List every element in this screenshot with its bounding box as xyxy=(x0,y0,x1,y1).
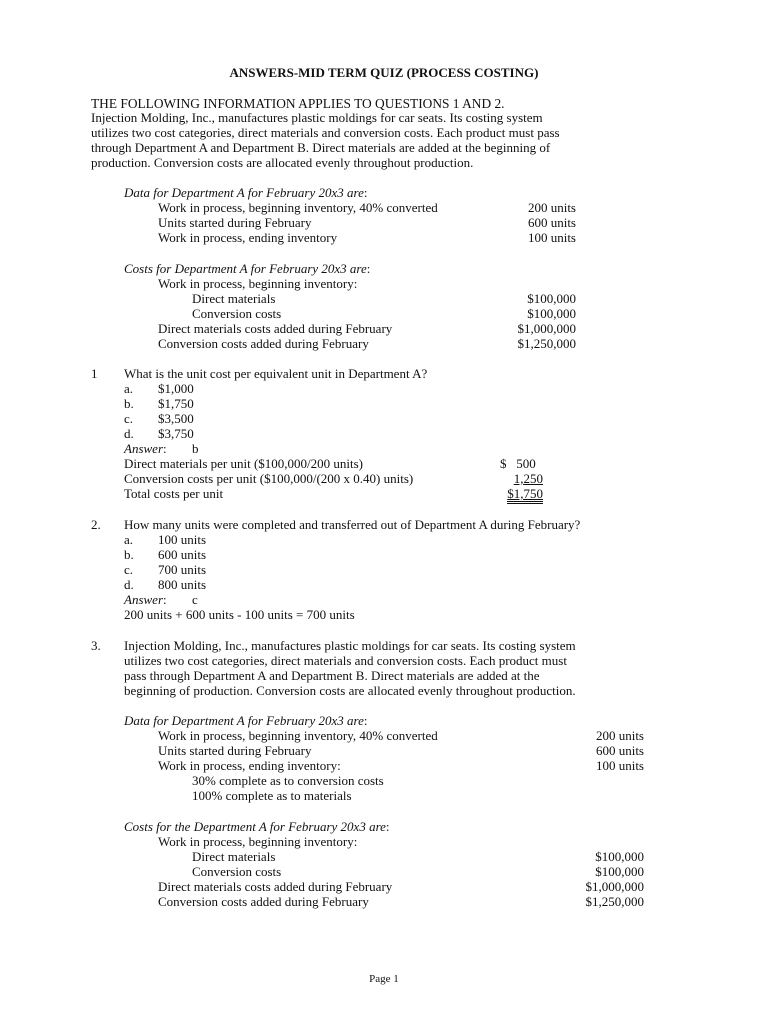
work-value: $ 500 xyxy=(500,456,536,471)
question-text: What is the unit cost per equivalent unit in Department A? xyxy=(124,366,428,381)
data-row-value: 600 units xyxy=(527,215,576,230)
intro-line: Injection Molding, Inc., manufactures plastic moldings for car seats. Its costing system xyxy=(91,110,543,125)
cost-row-label: Conversion costs xyxy=(192,306,282,321)
option-letter: a. xyxy=(124,532,134,547)
work-label: Total costs per unit xyxy=(124,486,224,501)
cost-row-value: $1,250,000 xyxy=(585,894,644,909)
q3-costs-heading: Costs for the Department A for February 20x3 are: xyxy=(124,819,390,834)
work-label: Direct materials per unit ($100,000/200 units) xyxy=(124,456,364,471)
option-letter: c. xyxy=(124,411,134,426)
data-row-value: 200 units xyxy=(595,728,644,743)
page-title: ANSWERS-MID TERM QUIZ (PROCESS COSTING) xyxy=(229,65,539,80)
work-text: 200 units + 600 units - 100 units = 700 units xyxy=(124,607,355,622)
option-text: $3,750 xyxy=(158,426,194,441)
data-row-label: Units started during February xyxy=(158,743,312,758)
option-letter: d. xyxy=(124,577,134,592)
q3-line: utilizes two cost categories, direct materials and conversion costs. Each product must xyxy=(124,653,567,668)
data-sub-line: 100% complete as to materials xyxy=(192,788,352,803)
cost-row-label: Direct materials xyxy=(192,849,276,864)
q3-line: beginning of production. Conversion costs are allocated evenly throughout production. xyxy=(124,683,576,698)
data-row-value: 100 units xyxy=(527,230,576,245)
option-text: 100 units xyxy=(158,532,207,547)
option-text: $3,500 xyxy=(158,411,194,426)
costs-wip-label: Work in process, beginning inventory: xyxy=(158,276,358,291)
cost-row-value: $100,000 xyxy=(527,291,576,306)
answer-value: c xyxy=(192,592,198,607)
cost-row-label: Conversion costs added during February xyxy=(158,336,369,351)
cost-row-label: Direct materials costs added during February xyxy=(158,321,393,336)
cost-row-value: $100,000 xyxy=(595,849,644,864)
cost-row-label: Conversion costs xyxy=(192,864,282,879)
answer-label: Answer: xyxy=(124,592,167,607)
cost-row-value: $1,000,000 xyxy=(585,879,644,894)
question-number: 2. xyxy=(91,517,101,532)
data-row-value: 200 units xyxy=(527,200,576,215)
option-text: 700 units xyxy=(158,562,207,577)
intro-data-heading: Data for Department A for February 20x3 are: xyxy=(124,185,368,200)
option-text: 600 units xyxy=(158,547,207,562)
answer-label: Answer: xyxy=(124,441,167,456)
question-number: 3. xyxy=(91,638,101,653)
question-number: 1 xyxy=(91,366,98,381)
intro-line: through Department A and Department B. Direct materials are added at the beginning of xyxy=(91,140,551,155)
option-letter: c. xyxy=(124,562,134,577)
option-letter: b. xyxy=(124,547,134,562)
option-letter: a. xyxy=(124,381,134,396)
data-row-value: 100 units xyxy=(595,758,644,773)
work-total: $1,750 xyxy=(480,486,543,501)
cost-row-label: Direct materials xyxy=(192,291,276,306)
cost-row-value: $100,000 xyxy=(527,306,576,321)
intro-heading: THE FOLLOWING INFORMATION APPLIES TO QUESTIONS 1 AND 2. xyxy=(91,96,505,111)
data-row-label: Work in process, beginning inventory, 40% converted xyxy=(158,728,438,743)
data-sub-line: 30% complete as to conversion costs xyxy=(192,773,384,788)
cost-row-label: Conversion costs added during February xyxy=(158,894,369,909)
page-number: Page 1 xyxy=(369,973,399,985)
cost-row-value: $100,000 xyxy=(595,864,644,879)
intro-line: production. Conversion costs are allocated evenly throughout production. xyxy=(91,155,474,170)
option-letter: b. xyxy=(124,396,134,411)
intro-costs-heading: Costs for Department A for February 20x3 are: xyxy=(124,261,371,276)
option-text: $1,750 xyxy=(158,396,194,411)
costs-wip-label: Work in process, beginning inventory: xyxy=(158,834,358,849)
q3-line: pass through Department A and Department B. Direct materials are added at the xyxy=(124,668,540,683)
data-row-label: Work in process, ending inventory xyxy=(158,230,338,245)
data-row-label: Units started during February xyxy=(158,215,312,230)
intro-line: utilizes two cost categories, direct materials and conversion costs. Each product must pass xyxy=(91,125,560,140)
option-letter: d. xyxy=(124,426,134,441)
answer-value: b xyxy=(192,441,199,456)
work-label: Conversion costs per unit ($100,000/(200 x 0.40) units) xyxy=(124,471,414,486)
q3-data-heading: Data for Department A for February 20x3 are: xyxy=(124,713,368,728)
cost-row-value: $1,250,000 xyxy=(517,336,576,351)
data-row-label: Work in process, beginning inventory, 40% converted xyxy=(158,200,438,215)
work-value: 1,250 xyxy=(513,471,543,486)
data-row-value: 600 units xyxy=(595,743,644,758)
cost-row-label: Direct materials costs added during February xyxy=(158,879,393,894)
q3-line: Injection Molding, Inc., manufactures plastic moldings for car seats. Its costing system xyxy=(124,638,576,653)
option-text: 800 units xyxy=(158,577,207,592)
cost-row-value: $1,000,000 xyxy=(517,321,576,336)
question-text: How many units were completed and transferred out of Department A during February? xyxy=(124,517,581,532)
option-text: $1,000 xyxy=(158,381,194,396)
data-row-label: Work in process, ending inventory: xyxy=(158,758,341,773)
